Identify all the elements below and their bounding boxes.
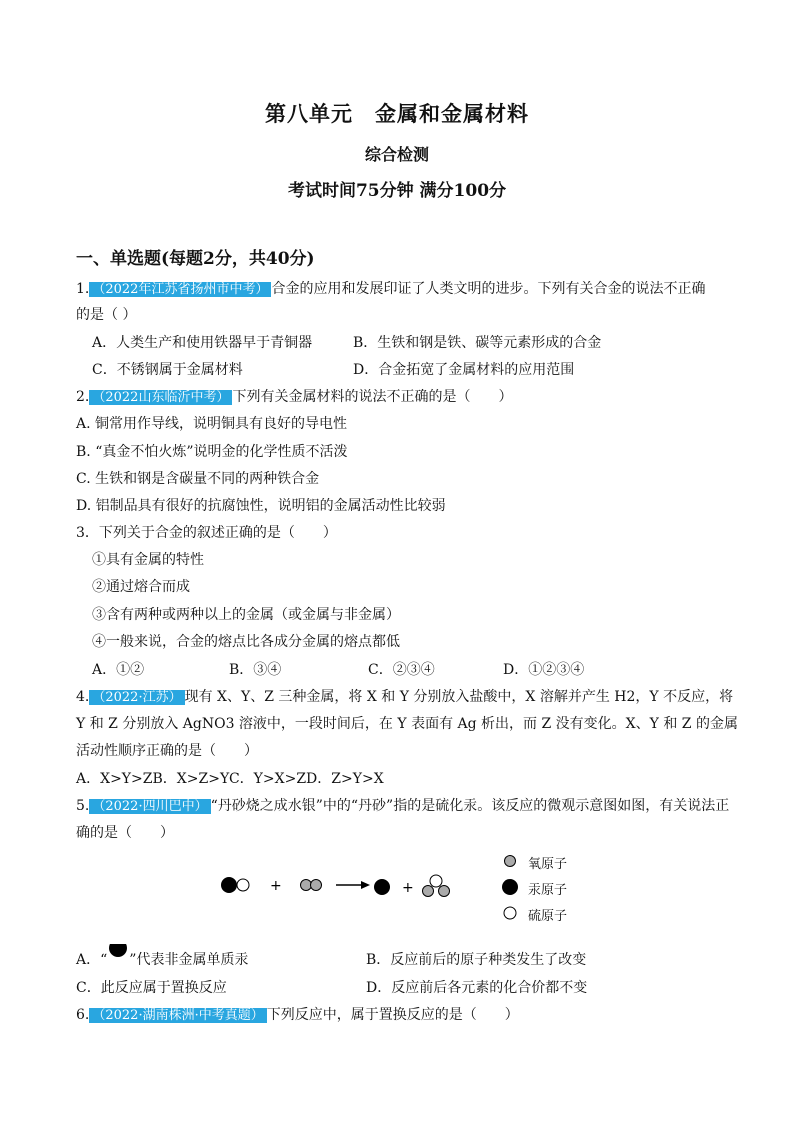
q5-source-tag: （2022·四川巴中）	[89, 799, 210, 814]
q4-stem-cont-1: Y 和 Z 分别放入 AgNO3 溶液中，一段时间后，在 Y 表面有 Ag 析出，而 Z 没有变化。X、Y 和 Z 的金属	[76, 716, 738, 732]
q6-stem-line	[76, 1006, 519, 1025]
q4-number: 4.	[76, 689, 90, 705]
legend-mercury-label: 汞原子	[528, 883, 568, 898]
reaction-diagram	[210, 848, 470, 908]
q1-stem: 合金的应用和发展印证了人类文明的进步。下列有关合金的说法不正确	[271, 281, 706, 297]
oxygen-atom-icon	[301, 880, 312, 891]
legend-oxygen-label: 氧原子	[528, 857, 568, 872]
q5-option-a-prefix: A．“	[76, 952, 108, 968]
exam-info: 考试时间75分钟 满分100分	[287, 181, 507, 201]
q3-item-2: ②通过熔合而成	[92, 579, 190, 595]
q5-number: 5.	[76, 798, 90, 814]
q4-stem: 现有 X、Y、Z 三种金属，将 X 和 Y 分别放入盐酸中，X 溶解并产生 H2，Y 不反应，将	[184, 689, 734, 705]
q5-option-a-text: ”代表非金属单质汞	[129, 952, 249, 968]
q3-item-1: ①具有金属的特性	[92, 552, 204, 568]
q3-item-3: ③含有两种或两种以上的金属（或金属与非金属）	[92, 607, 400, 623]
q1-option-b: B．生铁和钢是铁、碳等元素形成的合金	[353, 335, 602, 351]
legend-sulfur-icon	[504, 907, 516, 919]
mercury-atom-icon	[107, 944, 129, 966]
q1-stem-line	[76, 280, 705, 299]
q1-option-a: A．人类生产和使用铁器早于青铜器	[92, 335, 313, 351]
page-subtitle: 综合检测	[364, 145, 429, 164]
q1-stem-cont: 的是（ ）	[76, 307, 137, 323]
legend-oxygen-icon	[505, 856, 516, 867]
q4-stem-line	[76, 688, 733, 707]
q6-source-tag: （2022·湖南株洲·中考真题）	[89, 1008, 266, 1023]
q5-option-b: B．反应前后的原子种类发生了改变	[366, 952, 587, 968]
page-title: 第八单元 金属和金属材料	[265, 101, 529, 126]
q5-stem: “丹砂烧之成水银”中的“丹砂”指的是硫化汞。该反应的微观示意图如图，有关说法正	[210, 798, 730, 814]
q4-options: A．X>Y>ZB．X>Z>YC．Y>X>ZD．Z>Y>X	[76, 771, 384, 787]
q3-option-c: C．②③④	[368, 662, 435, 678]
q2-option-d: D. 铝制品具有很好的抗腐蚀性，说明铝的金属活动性比较弱	[76, 498, 446, 514]
q1-option-d: D．合金拓宽了金属材料的应用范围	[353, 362, 575, 378]
q2-option-b: B. “真金不怕火炼”说明金的化学性质不活泼	[76, 444, 348, 460]
q2-stem: 下列有关金属材料的说法不正确的是（ ）	[232, 389, 513, 405]
q4-source-tag: （2022·江苏）	[89, 690, 184, 705]
sulfur-atom-icon	[237, 879, 249, 891]
q1-option-c: C．不锈钢属于金属材料	[92, 362, 243, 378]
q5-option-a	[76, 951, 248, 969]
legend-symbols	[500, 852, 520, 924]
q2-option-a: A. 铜常用作导线，说明铜具有良好的导电性	[76, 416, 348, 432]
q2-stem-line	[76, 388, 512, 407]
sulfur-atom-icon	[430, 875, 442, 887]
q2-source-tag: （2022山东临沂中考）	[89, 390, 232, 405]
q5-option-c: C．此反应属于置换反应	[76, 980, 227, 996]
q5-stem-cont: 确的是（ ）	[76, 825, 174, 841]
q3-option-a: A．①②	[92, 662, 145, 678]
plus-sign: +	[270, 878, 282, 894]
q6-stem: 下列反应中，属于置换反应的是（ ）	[266, 1007, 519, 1023]
oxygen-atom-icon	[311, 880, 322, 891]
q2-option-c: C. 生铁和钢是含碳量不同的两种铁合金	[76, 471, 320, 487]
oxygen-atom-icon	[439, 886, 450, 897]
arrow-head-icon	[361, 881, 370, 889]
q3-option-b: B．③④	[229, 662, 282, 678]
legend-sulfur-label: 硫原子	[528, 909, 568, 924]
q6-number: 6.	[76, 1007, 90, 1023]
q5-option-d: D．反应前后各元素的化合价都不变	[366, 980, 588, 996]
q3-item-4: ④一般来说，合金的熔点比各成分金属的熔点都低	[92, 634, 400, 650]
q3-option-d: D．①②③④	[503, 662, 585, 678]
q5-stem-line	[76, 797, 729, 816]
q4-stem-cont-2: 活动性顺序正确的是（ ）	[76, 743, 258, 759]
q1-number: 1.	[76, 281, 90, 297]
plus-sign: +	[402, 880, 414, 896]
q3-stem: 3．下列关于合金的叙述正确的是（ ）	[76, 525, 337, 541]
q2-number: 2.	[76, 389, 90, 405]
section-heading: 一、单选题(每题2分，共40分)	[76, 249, 315, 269]
mercury-atom-icon	[374, 879, 390, 895]
oxygen-atom-icon	[423, 886, 434, 897]
q1-source-tag: （2022年江苏省扬州市中考）	[89, 282, 271, 297]
legend-mercury-icon	[502, 879, 518, 895]
mercury-atom-icon	[221, 877, 237, 893]
